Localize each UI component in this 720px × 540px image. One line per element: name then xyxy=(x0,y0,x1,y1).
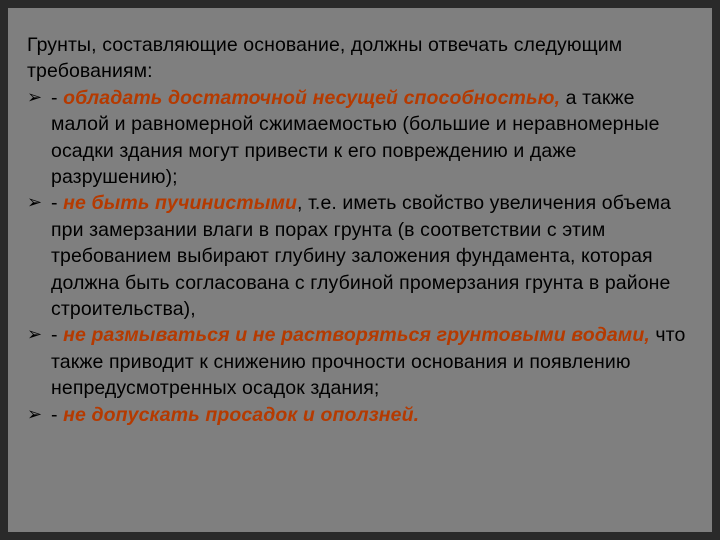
item-dash: - xyxy=(51,324,64,347)
requirement-item-1 xyxy=(27,85,697,191)
item-dash: - xyxy=(51,192,64,215)
item-emphasis: не размываться и не растворяться грунтовыми водами, xyxy=(63,324,650,347)
item-dash: - xyxy=(51,86,64,109)
item-dash: - xyxy=(51,403,64,426)
arrow-bullet-icon: ➢ xyxy=(27,192,43,214)
intro-text: Грунты, составляющие основание, должны отвечать следующим требованиям: xyxy=(27,34,623,83)
requirement-item-2 xyxy=(27,190,697,322)
arrow-bullet-icon: ➢ xyxy=(27,324,43,346)
item-emphasis: обладать достаточной несущей способностью, xyxy=(63,86,561,109)
item-emphasis: не допускать просадок и оползней. xyxy=(63,403,420,426)
requirement-item-3 xyxy=(27,322,697,401)
item-text: , т.е. иметь свойство увеличения объема при замерзании влаги в порах грунта (в соответствии с этим требованием выбирают глубину заложения фундамента, которая должна быть согласована с глубиной промерзания грунта в районе строительства), xyxy=(51,192,672,321)
item-text: что также приводит к снижению прочности основания и появлению непредусмотренных осадок здания; xyxy=(51,324,686,400)
arrow-bullet-icon: ➢ xyxy=(27,86,43,108)
requirement-item-4 xyxy=(27,402,697,428)
item-text: а также малой и равномерной сжимаемостью (большие и неравномерные осадки здания могут привести к его повреждению и даже разрушению); xyxy=(51,86,660,189)
item-emphasis: не быть пучинистыми xyxy=(63,192,298,215)
slide-text-body xyxy=(27,32,697,428)
arrow-bullet-icon: ➢ xyxy=(27,403,43,425)
